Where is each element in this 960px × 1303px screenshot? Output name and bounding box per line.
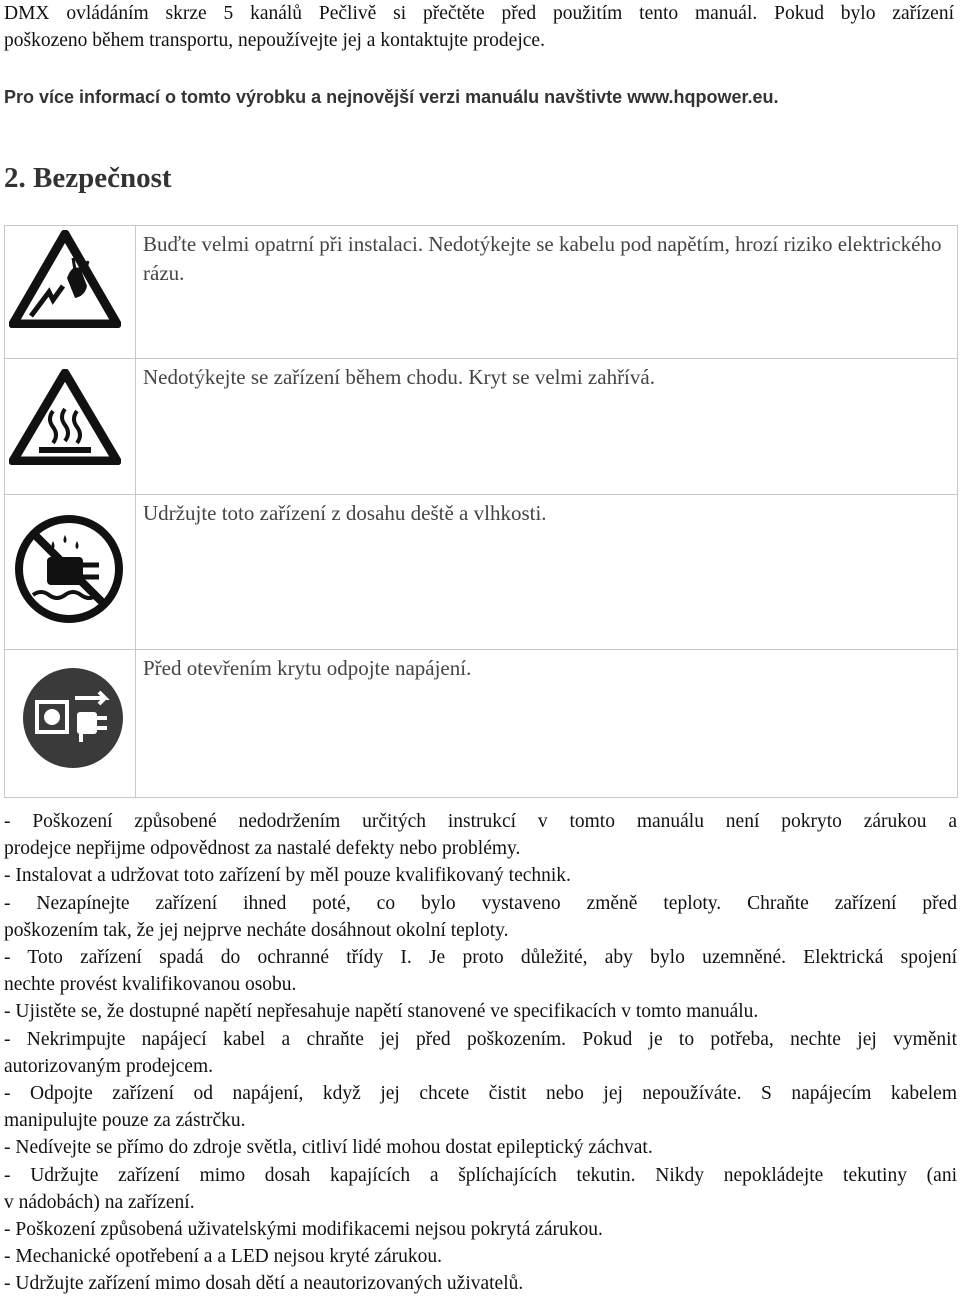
safety-text: Nedotýkejte se zařízení během chodu. Kryt se velmi zahřívá.: [143, 365, 655, 389]
intro-line-2: poškozeno během transportu, nepoužívejte jej a kontaktujte prodejce.: [4, 30, 545, 51]
no-rain-moisture-icon: [13, 513, 125, 625]
safety-text-cell: [136, 359, 958, 495]
safety-row: [5, 495, 958, 650]
safety-icon-cell: [5, 226, 136, 359]
safety-row: [5, 359, 958, 495]
bullet-line: - Odpojte zařízení od napájení, když jej chcete čistit nebo jej nepoužíváte. S napájecím kabelem: [4, 1083, 957, 1105]
bullet-line: nechte provést kvalifikovanou osobu.: [4, 974, 297, 996]
bullet-line: poškozením tak, že jej nejprve necháte dosáhnout okolní teploty.: [4, 919, 509, 941]
bullet-line: prodejce nepřijme odpovědnost za nastalé defekty nebo problémy.: [4, 838, 521, 860]
safety-text: Udržujte toto zařízení z dosahu deště a vlhkosti.: [143, 501, 547, 525]
bullet-line: - Mechanické opotřebení a a LED nejsou kryté zárukou.: [4, 1246, 443, 1268]
safety-text: Před otevřením krytu odpojte napájení.: [143, 656, 472, 680]
bullet-line: autorizovaným prodejcem.: [4, 1055, 214, 1077]
section-title: 2. Bezpečnost: [4, 162, 172, 194]
safety-icon-cell: [5, 359, 136, 495]
safety-text-cell: [136, 650, 958, 798]
safety-row: [5, 650, 958, 798]
bullet-line: v nádobách) na zařízení.: [4, 1191, 195, 1213]
safety-text-cell: [136, 495, 958, 650]
bullet-line: - Nekrimpujte napájecí kabel a chraňte jej před poškozením. Pokud je to potřeba, nechte jej vyměnit: [4, 1028, 957, 1050]
bullet-line: - Nedívejte se přímo do zdroje světla, citliví lidé mohou dostat epileptický záchvat.: [4, 1137, 653, 1159]
safety-icon-cell: [5, 650, 136, 798]
more-info-text: Pro více informací o tomto výrobku a nejnovější verzi manuálu navštivte www.hqpower.eu.: [4, 87, 779, 107]
safety-text: Buďte velmi opatrní při instalaci. Nedotýkejte se kabelu pod napětím, hrozí riziko elektrického rázu.: [143, 232, 942, 285]
bullet-line: - Udržujte zařízení mimo dosah dětí a neautorizovaných uživatelů.: [4, 1273, 524, 1295]
intro-line-1: DMX ovládáním skrze 5 kanálů Pečlivě si přečtěte před použitím tento manuál. Pokud bylo zařízení: [4, 3, 954, 24]
bullet-line: - Ujistěte se, že dostupné napětí nepřesahuje napětí stanovené ve specifikacích v tomto manuálu.: [4, 1001, 759, 1023]
bullet-line: - Nezapínejte zařízení ihned poté, co bylo vystaveno změně teploty. Chraňte zařízení před: [4, 892, 957, 914]
bullet-line: - Poškození způsobená uživatelskými modifikacemi nejsou pokrytá zárukou.: [4, 1219, 603, 1241]
safety-row: [5, 226, 958, 359]
hot-surface-warning-icon: [9, 369, 121, 465]
safety-warnings-table: [4, 225, 958, 798]
unplug-before-opening-icon: [19, 664, 127, 772]
bullet-line: manipulujte pouze za zástrčku.: [4, 1110, 246, 1132]
bullet-line: - Udržujte zařízení mimo dosah kapajících a šplíchajících tekutin. Nikdy nepokládejte tekutiny (ani: [4, 1164, 957, 1186]
bullet-line: - Toto zařízení spadá do ochranné třídy I. Je proto důležité, aby bylo uzemněné. Elektrická spojení: [4, 947, 957, 969]
bullet-line: - Poškození způsobené nedodržením určitých instrukcí v tomto manuálu není pokryto zárukou a: [4, 811, 957, 832]
safety-icon-cell: [5, 495, 136, 650]
safety-instructions-list: [4, 808, 957, 1298]
electric-shock-warning-icon: [9, 230, 121, 328]
safety-text-cell: [136, 226, 958, 359]
bullet-line: - Instalovat a udržovat toto zařízení by měl pouze kvalifikovaný technik.: [4, 865, 571, 887]
